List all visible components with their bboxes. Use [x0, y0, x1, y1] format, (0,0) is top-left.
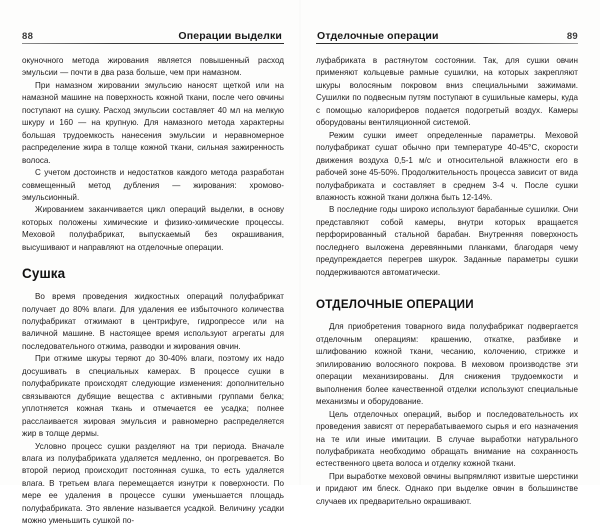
left-page-heading-sushka: Сушка — [22, 266, 66, 282]
paragraph: Жированием заканчивается цикл операций выделки, в основу которых положены химические и физико-химические процессы. Меховой полуфабрикат, выпускаемый без окрашивания, высушивают и направляют на отделочные операции. — [22, 205, 284, 252]
right-page-running-title: Отделочные операции — [317, 29, 439, 42]
right-page-folio: 89 — [566, 30, 578, 42]
paragraph: Для приобретения товарного вида полуфабрикат подвергается отделочным операциям: крашению, откатке, разбивке и шлифованию кожной ткани, чесанию, колочению, стрижке и эпилированию волосяного покрова. В меховом производстве эти операции механизированы. Для снижения трудоемкости и выполнения более качественной отделки используют специальные механизмы и оборудование. — [316, 322, 578, 407]
paragraph: При намазном жировании эмульсию наносят щеткой или на намазной машине на поверхность кожной ткани, после чего овчины поступают на сушку. Расход эмульсии составляет 40 мл на мелкую шкуру и 160 — на крупную. Для намазного метода характерны большая трудоемкость нанесения эмульсии и неравномерное распределение жира в толще кожной ткани, сильная зажиренность волоса. — [22, 80, 284, 165]
paragraph: Цель отделочных операций, выбор и последовательность их проведения зависят от перерабатываемого сырья и его назначения на те или иные имитации. В случае выработки натурального полуфабриката необходимо обращать внимание на сохранность естественного цвета волоса и отделку кожной ткани. — [316, 409, 578, 469]
paragraph: Во время проведения жидкостных операций полуфабрикат получает до 80% влаги. Для удаления ее избыточного количества полуфабрикат отжимают в центрифуге, гидропрессе или на валичной машине. В настоящее время используют агрегаты для последовательного отжима, разводки и жирования овчин. — [22, 292, 284, 351]
paragraph: При выработке меховой овчины выпрямляют извитые шерстинки и придают им блеск. Однако при выделке овчин в большинстве случаев их предварительно окрашивают. — [316, 471, 578, 506]
left-page-column — [22, 55, 284, 528]
paragraph: С учетом достоинств и недостатков каждого метода разработан совмещенный метод дубления — жирования: хромово-эмульсионный. — [22, 168, 284, 202]
left-page-folio: 88 — [22, 30, 34, 42]
paragraph: луфабриката в растянутом состоянии. Так, для сушки овчин применяют кольцевые рамные сушилки, на которых закрепляют шкуры волосяным покровом вниз специальными зажимами. Сушилки по подвесным путям поступают в сушильные камеры, куда с помощью калориферов подается подогретый воздух. Камеры оборудованы вентиляционной системой. — [316, 56, 578, 128]
left-page-running-title: Операции выделки — [178, 29, 282, 42]
left-page-running-head — [22, 22, 284, 44]
left-page — [0, 0, 300, 526]
right-page-heading-otdelochnye-operacii: ОТДЕЛОЧНЫЕ ОПЕРАЦИИ — [316, 298, 474, 312]
paragraph: Режим сушки имеет определенные параметры. Меховой полуфабрикат сушат обычно при температуре 40-45°С, скорости движения воздуха 0,5-1 м/с и относительной влажности его в рабочей зоне 45-50%. Продолжительность процесса зависит от вида полуфабриката и составляет в среднем 3-4 ч. После сушки влажность кожной ткани должна быть 12-14%. — [316, 130, 578, 202]
right-page-running-head — [316, 22, 578, 44]
right-page-column — [316, 55, 578, 508]
right-page — [300, 0, 600, 506]
paragraph: окуночного метода жирования является повышенный расход эмульсии — почти в два раза больше, чем при намазном. — [22, 56, 284, 78]
paragraph: При отжиме шкуры теряют до 30-40% влаги, поэтому их надо досушивать в специальных камерах. В процессе сушки в полуфабрикате происходят следующие изменения: дополнительно связываются дубящие вещества с активными группами белка; уплотняется кожная ткань и отмечается ее усадка; полнее расслаивается жировая эмульсия и равномерно распределяется жир в толще дермы. — [22, 354, 284, 439]
paragraph: Условно процесс сушки разделяют на три периода. Вначале влага из полуфабриката удаляется медленно, он прогревается. Во второй период происходит постоянная сушка, то есть удаляется влага. В третьем влага перемещается изнутри к поверхности. По мере ее удаления в процессе сушки уменьшается площадь полуфабриката. Это явление называется усадкой. Величину усадки можно уменьшить сушкой по- — [22, 441, 284, 526]
paragraph: В последние годы широко используют барабанные сушилки. Они представляют собой камеры, внутри которых вращается перфорированный стальной барабан. Внутренняя поверхность последнего выложена деревянными планками, благодаря чему предупреждается перегрев шкурок. Заданные параметры сушки поддерживаются автоматически. — [316, 205, 578, 277]
